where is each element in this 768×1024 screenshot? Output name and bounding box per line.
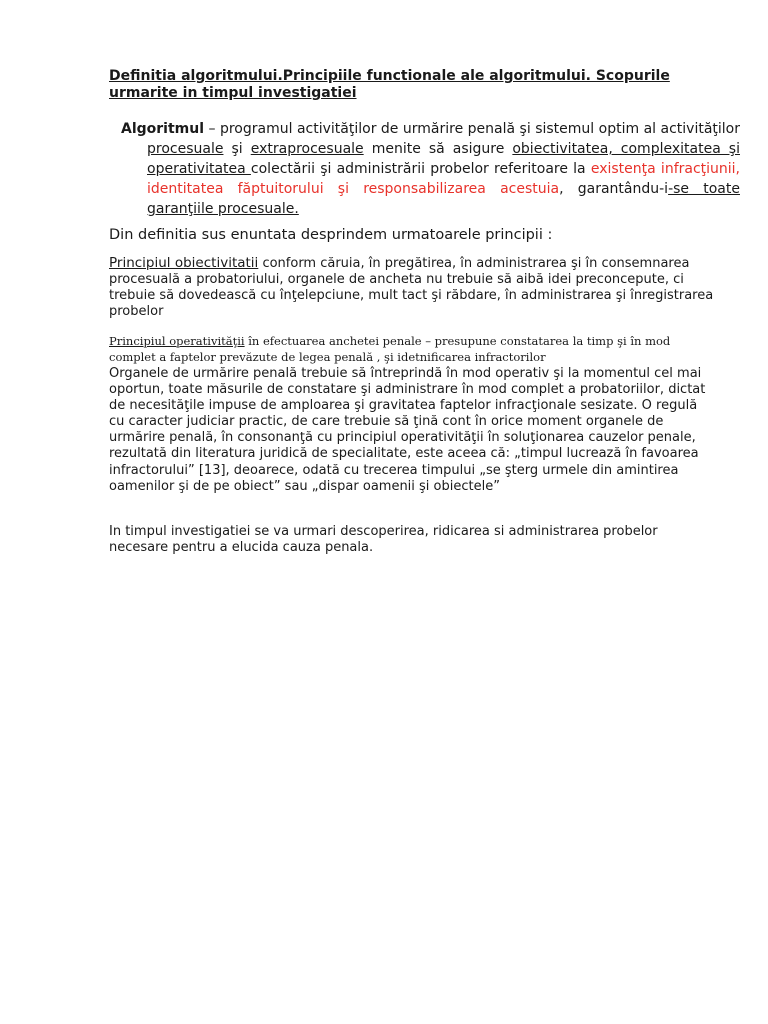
red-highlight-text: existenţa infracţiunii, identitatea făptuitorului şi responsabilizarea acestuia (147, 161, 741, 197)
definition-text-5: , garantându-i (559, 181, 669, 197)
definition-text-1: – programul activităţilor de urmărire penală şi sistemul optim al activităţilor (204, 121, 740, 137)
principles-intro: Din definitia sus enuntata desprindem urmatoarele principii : (109, 227, 553, 243)
algorithm-definition (121, 119, 740, 219)
conclusion-paragraph: In timpul investigatiei se va urmari descoperirea, ridicarea si administrarea probelor necesare pentru a elucida cauza penala. (109, 524, 658, 555)
principles-list: obiectivitatea, complexitatea şi operativitatea (147, 141, 740, 177)
definition-text-3: menite să asigure (363, 141, 513, 157)
definition-text-2: şi (223, 141, 251, 157)
definition-text-4: colectării şi administrării probelor referitoare la (250, 161, 591, 177)
operativity-heading-paragraph (109, 333, 714, 365)
definition-term: Algoritmul (121, 121, 205, 137)
guarantees-text: -se toate garanţiile procesuale. (147, 181, 740, 217)
objectivity-paragraph (109, 255, 714, 320)
extraprocesuale-term: extraprocesuale (250, 141, 364, 157)
operativity-heading: Principiul operativităţii (109, 334, 245, 348)
operativity-heading-text: în efectuarea anchetei penale – presupune constatarea la timp şi în mod complet a faptelor prevăzute de legea penală , şi idetnificarea infractorilor (109, 334, 671, 364)
operativity-body: Organele de urmărire penală trebuie să întreprindă în mod operativ şi la momentul cel mai oportun, toate măsurile de constatare şi administrare în mod complet a probatoriilor, dictat de necesităţile impuse de amploarea şi gravitatea faptelor infracţionale sesizate. O regulă cu caracter judiciar practic, de care trebuie să ţină cont în orice moment organele de urmărire penală, în consonanţă cu principiul operativităţii în soluţionarea cauzelor penale, rezultată din literatura juridică de specialitate, este aceea că: „timpul lucrează în favoarea infractorului” [13], deoarece, odată cu trecerea timpului „se şterg urmele din amintirea oamenilor şi de pe obiect” sau „dispar oamenii şi obiectele” (109, 366, 706, 494)
objectivity-text: conform căruia, în pregătirea, în administrarea şi în consemnarea procesuală a probatoriului, organele de ancheta nu trebuie să aibă idei preconcepute, ci trebuie să dovedească cu înţelepciune, mult tact şi răbdare, în administrarea şi înregistrarea probelor (109, 256, 714, 319)
objectivity-heading: Principiul obiectivitatii (109, 255, 259, 271)
document-title: Definitia algoritmului.Principiile functionale ale algoritmului. Scopurile urmarite in timpul investigatiei (109, 68, 670, 101)
procesuale-term: procesuale (147, 141, 224, 157)
